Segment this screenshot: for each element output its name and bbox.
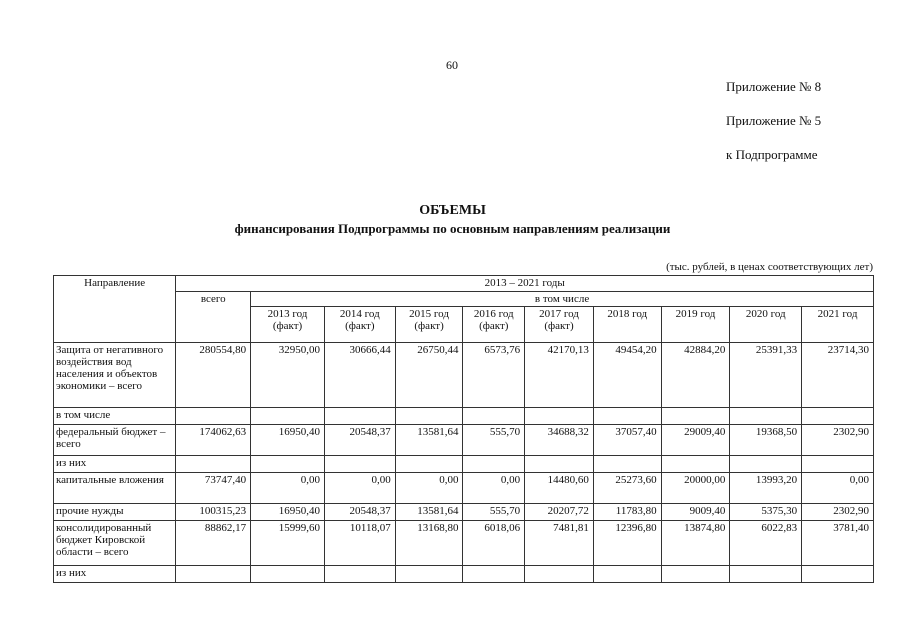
appendix-line-1: Приложение № 8 xyxy=(726,79,822,94)
value-cell xyxy=(251,408,325,425)
financing-table xyxy=(53,275,874,583)
header-year: 2019 год xyxy=(661,307,730,343)
header-year: 2013 год (факт) xyxy=(251,307,325,343)
document-subtitle: финансирования Подпрограммы по основным направлениям реализации xyxy=(234,221,671,236)
value-cell: 100315,23 xyxy=(176,504,251,521)
value-cell: 34688,32 xyxy=(525,425,594,456)
value-cell: 25391,33 xyxy=(730,343,802,408)
value-cell: 32950,00 xyxy=(251,343,325,408)
value-cell xyxy=(176,566,251,583)
value-cell: 23714,30 xyxy=(802,343,874,408)
value-cell xyxy=(463,408,525,425)
table-row xyxy=(54,521,874,566)
value-cell: 280554,80 xyxy=(176,343,251,408)
value-cell: 2302,90 xyxy=(802,425,874,456)
value-cell: 3781,40 xyxy=(802,521,874,566)
value-cell: 0,00 xyxy=(395,473,463,504)
value-cell: 0,00 xyxy=(324,473,395,504)
value-cell: 2302,90 xyxy=(802,504,874,521)
value-cell: 0,00 xyxy=(251,473,325,504)
value-cell: 20548,37 xyxy=(324,425,395,456)
value-cell xyxy=(525,456,594,473)
value-cell: 13581,64 xyxy=(395,504,463,521)
row-label: федеральный бюджет – всего xyxy=(54,425,176,456)
value-cell xyxy=(395,566,463,583)
value-cell xyxy=(661,566,730,583)
value-cell xyxy=(251,456,325,473)
row-label: прочие нужды xyxy=(54,504,176,521)
value-cell: 0,00 xyxy=(463,473,525,504)
value-cell xyxy=(802,408,874,425)
value-cell: 26750,44 xyxy=(395,343,463,408)
header-year: 2017 год (факт) xyxy=(525,307,594,343)
row-label: консолидированный бюджет Кировской области – всего xyxy=(54,521,176,566)
value-cell: 0,00 xyxy=(802,473,874,504)
value-cell: 20000,00 xyxy=(661,473,730,504)
units-note: (тыс. рублей, в ценах соответствующих лет) xyxy=(666,261,873,273)
value-cell: 13168,80 xyxy=(395,521,463,566)
value-cell: 11783,80 xyxy=(593,504,661,521)
header-direction: Направление xyxy=(54,276,176,343)
value-cell: 13993,20 xyxy=(730,473,802,504)
value-cell xyxy=(661,456,730,473)
value-cell: 5375,30 xyxy=(730,504,802,521)
value-cell xyxy=(730,408,802,425)
value-cell: 37057,40 xyxy=(593,425,661,456)
value-cell: 49454,20 xyxy=(593,343,661,408)
header-year: 2021 год xyxy=(802,307,874,343)
value-cell: 6018,06 xyxy=(463,521,525,566)
row-label: в том числе xyxy=(54,408,176,425)
value-cell: 555,70 xyxy=(463,504,525,521)
table-row xyxy=(54,343,874,408)
value-cell xyxy=(730,566,802,583)
row-label: из них xyxy=(54,566,176,583)
value-cell: 15999,60 xyxy=(251,521,325,566)
value-cell xyxy=(176,456,251,473)
value-cell: 12396,80 xyxy=(593,521,661,566)
row-label: капитальные вложения xyxy=(54,473,176,504)
table-row xyxy=(54,408,874,425)
value-cell: 42170,13 xyxy=(525,343,594,408)
value-cell: 13874,80 xyxy=(661,521,730,566)
header-period: 2013 – 2021 годы xyxy=(176,276,874,292)
document-title: ОБЪЕМЫ xyxy=(419,203,486,218)
value-cell xyxy=(525,566,594,583)
table-row xyxy=(54,473,874,504)
value-cell xyxy=(463,456,525,473)
table-row xyxy=(54,425,874,456)
value-cell: 20207,72 xyxy=(525,504,594,521)
value-cell: 10118,07 xyxy=(324,521,395,566)
value-cell: 555,70 xyxy=(463,425,525,456)
value-cell: 9009,40 xyxy=(661,504,730,521)
value-cell xyxy=(324,566,395,583)
value-cell xyxy=(802,566,874,583)
value-cell: 6022,83 xyxy=(730,521,802,566)
value-cell: 6573,76 xyxy=(463,343,525,408)
header-year: 2014 год (факт) xyxy=(324,307,395,343)
value-cell: 16950,40 xyxy=(251,425,325,456)
value-cell xyxy=(251,566,325,583)
table-row xyxy=(54,456,874,473)
value-cell xyxy=(730,456,802,473)
value-cell xyxy=(395,456,463,473)
header-total: всего xyxy=(176,292,251,343)
value-cell: 30666,44 xyxy=(324,343,395,408)
header-year: 2016 год (факт) xyxy=(463,307,525,343)
header-including: в том числе xyxy=(251,292,874,307)
appendix-line-3: к Подпрограмме xyxy=(726,147,818,162)
value-cell: 13581,64 xyxy=(395,425,463,456)
value-cell: 16950,40 xyxy=(251,504,325,521)
header-year: 2015 год (факт) xyxy=(395,307,463,343)
appendix-line-2: Приложение № 5 xyxy=(726,113,822,128)
table-row xyxy=(54,566,874,583)
value-cell xyxy=(593,408,661,425)
value-cell: 14480,60 xyxy=(525,473,594,504)
header-year: 2020 год xyxy=(730,307,802,343)
value-cell xyxy=(661,408,730,425)
value-cell: 7481,81 xyxy=(525,521,594,566)
value-cell xyxy=(802,456,874,473)
row-label: Защита от негативного воздействия вод населения и объектов экономики – всего xyxy=(54,343,176,408)
value-cell xyxy=(593,456,661,473)
value-cell xyxy=(324,456,395,473)
table-row xyxy=(54,504,874,521)
header-year: 2018 год xyxy=(593,307,661,343)
value-cell: 19368,50 xyxy=(730,425,802,456)
value-cell xyxy=(525,408,594,425)
value-cell xyxy=(463,566,525,583)
value-cell xyxy=(324,408,395,425)
page-number: 60 xyxy=(446,58,458,72)
value-cell: 25273,60 xyxy=(593,473,661,504)
value-cell: 73747,40 xyxy=(176,473,251,504)
value-cell xyxy=(176,408,251,425)
value-cell: 29009,40 xyxy=(661,425,730,456)
value-cell: 174062,63 xyxy=(176,425,251,456)
value-cell: 20548,37 xyxy=(324,504,395,521)
value-cell: 42884,20 xyxy=(661,343,730,408)
value-cell xyxy=(593,566,661,583)
row-label: из них xyxy=(54,456,176,473)
value-cell: 88862,17 xyxy=(176,521,251,566)
value-cell xyxy=(395,408,463,425)
